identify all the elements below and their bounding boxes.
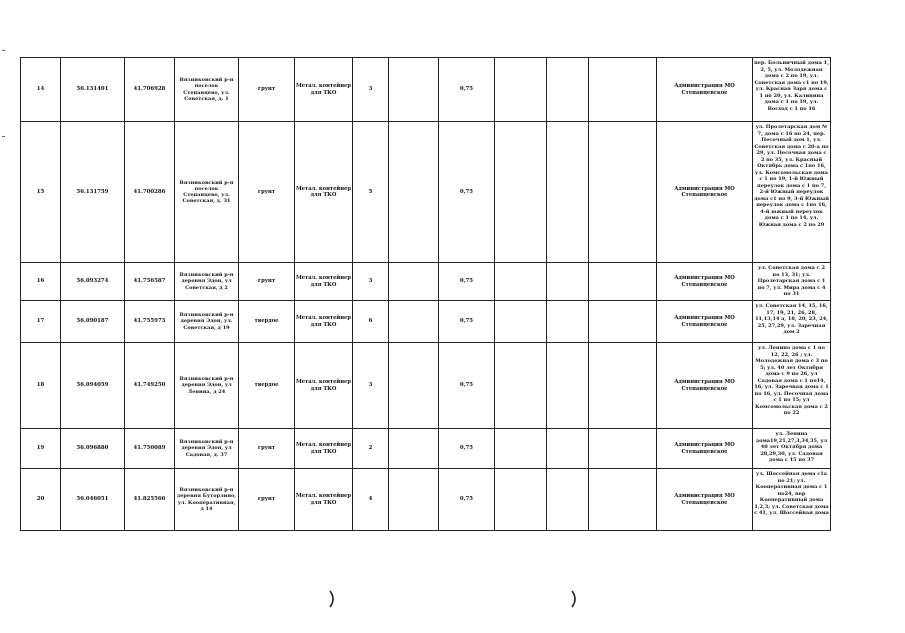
container-volume-cell: 0,75 bbox=[439, 343, 495, 429]
empty-cell bbox=[389, 343, 439, 429]
table-row bbox=[21, 301, 831, 343]
empty-cell bbox=[495, 58, 547, 122]
served-addresses-cell: ул. Советская 14, 15, 16, 17, 19, 21, 26, 28, 11,13,14 а, 18, 20, 23, 24, 25, 27,29, ул. Заречная дом 2 bbox=[753, 301, 831, 343]
row-number: 17 bbox=[21, 301, 61, 343]
container-volume-cell: 0,75 bbox=[439, 58, 495, 122]
latitude-cell: 56.131759 bbox=[61, 122, 125, 263]
container-count-cell: 3 bbox=[353, 343, 389, 429]
empty-cell bbox=[589, 301, 657, 343]
surface-cell: грунт bbox=[239, 429, 295, 469]
owner-cell: Администрация МО Степанцевское bbox=[657, 58, 753, 122]
latitude-cell: 56.131401 bbox=[61, 58, 125, 122]
empty-cell bbox=[389, 301, 439, 343]
empty-cell bbox=[547, 343, 589, 429]
surface-cell: грунт bbox=[239, 122, 295, 263]
latitude-cell: 56.090187 bbox=[61, 301, 125, 343]
empty-cell bbox=[495, 429, 547, 469]
table-row bbox=[21, 469, 831, 531]
container-count-cell: 3 bbox=[353, 263, 389, 301]
address-cell: Вязниковский р-н деревня Эдон, ул Садовая, д. 37 bbox=[175, 429, 239, 469]
container-type-cell: Метал. контейнер для ТКО bbox=[295, 58, 353, 122]
container-count-cell: 5 bbox=[353, 122, 389, 263]
row-number: 15 bbox=[21, 122, 61, 263]
address-cell: Вязниковский р-н деревня Эдон, ул Советская, д 2 bbox=[175, 263, 239, 301]
empty-cell bbox=[547, 301, 589, 343]
longitude-cell: 41.749250 bbox=[125, 343, 175, 429]
container-volume-cell: 0,75 bbox=[439, 263, 495, 301]
latitude-cell: 56.093274 bbox=[61, 263, 125, 301]
owner-cell: Администрация МО Степанцевское bbox=[657, 429, 753, 469]
empty-cell bbox=[589, 122, 657, 263]
address-cell: Вязниковский р-н деревня Буторлино, ул. Кооперативная, д 14 bbox=[175, 469, 239, 531]
longitude-cell: 41.750089 bbox=[125, 429, 175, 469]
latitude-cell: 56.094059 bbox=[61, 343, 125, 429]
owner-cell: Администрация МО Степанцевское bbox=[657, 122, 753, 263]
address-cell: Вязниковский р-н поселок Степанцево, ул. Советская, д. 1 bbox=[175, 58, 239, 122]
binder-punch-mark bbox=[571, 590, 579, 608]
owner-cell: Администрация МО Степанцевское bbox=[657, 301, 753, 343]
empty-cell bbox=[547, 58, 589, 122]
owner-cell: Администрация МО Степанцевское bbox=[657, 343, 753, 429]
latitude-cell: 56.046051 bbox=[61, 469, 125, 531]
scan-edge-mark bbox=[2, 136, 5, 137]
empty-cell bbox=[547, 469, 589, 531]
container-type-cell: Метал. контейнер для ТКО bbox=[295, 301, 353, 343]
owner-cell: Администрация МО Степанцевское bbox=[657, 469, 753, 531]
empty-cell bbox=[589, 469, 657, 531]
longitude-cell: 41.825566 bbox=[125, 469, 175, 531]
surface-cell: грунт bbox=[239, 58, 295, 122]
container-volume-cell: 0,75 bbox=[439, 301, 495, 343]
surface-cell: твердое bbox=[239, 301, 295, 343]
container-volume-cell: 0,75 bbox=[439, 469, 495, 531]
container-volume-cell: 0,75 bbox=[439, 122, 495, 263]
row-number: 16 bbox=[21, 263, 61, 301]
empty-cell bbox=[589, 58, 657, 122]
container-type-cell: Метал. контейнер для ТКО bbox=[295, 469, 353, 531]
served-addresses-cell: пер. Больничный дома 1, 2, 5, ул. Молодежная дома с 2 по 19, ул. Советская дома с1 по 19, ул. Красная Заря дома с 1 по 20, ул. Калинина дома с 1 по 19, ул. Восход с 1 по 16 bbox=[753, 58, 831, 122]
table-row bbox=[21, 58, 831, 122]
row-number: 14 bbox=[21, 58, 61, 122]
container-count-cell: 3 bbox=[353, 58, 389, 122]
served-addresses-cell: ул. Ленина дома19,21,27,3,34,35, ул 40 лет Октября дома 28,29,30, ул. Садовая дома с 15 по 37 bbox=[753, 429, 831, 469]
served-addresses-cell: ул. Пролетарская дом № 7, дома с 16 по 24, пер. Песочный дом 1, ул. Советская дома с 20-а по 29, ул. Песочная дома с 2 по 35, ул. Красный Октябрь дома с 1по 16, ул. Комсомольская дома с 1 по 19, 1-й Южный переулок дома с 1 по 7, 2-й Южный переулок дома с1 по 9, 3-й Южный переулок дома с 1по 16, 4-й южный переулок дома с 1 по 14, ул. Южная дома с 2 по 29 bbox=[753, 122, 831, 263]
empty-cell bbox=[495, 301, 547, 343]
surface-cell: твердое bbox=[239, 343, 295, 429]
container-count-cell: 2 bbox=[353, 429, 389, 469]
surface-cell: грунт bbox=[239, 469, 295, 531]
served-addresses-cell: ул. Советская дома с 2 по 13, 31; ул. Пролетарская дома с 1 по 7, ул. Мира дома с 4 по 31 bbox=[753, 263, 831, 301]
longitude-cell: 41.756587 bbox=[125, 263, 175, 301]
empty-cell bbox=[389, 469, 439, 531]
container-count-cell: 4 bbox=[353, 469, 389, 531]
container-count-cell: 6 bbox=[353, 301, 389, 343]
row-number: 18 bbox=[21, 343, 61, 429]
empty-cell bbox=[495, 343, 547, 429]
longitude-cell: 41.755973 bbox=[125, 301, 175, 343]
empty-cell bbox=[547, 263, 589, 301]
container-type-cell: Метал. контейнер для ТКО bbox=[295, 343, 353, 429]
empty-cell bbox=[589, 429, 657, 469]
row-number: 20 bbox=[21, 469, 61, 531]
empty-cell bbox=[589, 263, 657, 301]
empty-cell bbox=[495, 122, 547, 263]
table-row bbox=[21, 122, 831, 263]
served-addresses-cell: ул. Шоссейная дома с1а по 21; ул. Кооперативная дома с 1 по24, пер Кооперативный дома 1,2,3; ул. Советская дома с 41, ул. Шоссейная дома bbox=[753, 469, 831, 531]
table-row bbox=[21, 263, 831, 301]
container-type-cell: Метал. контейнер для ТКО bbox=[295, 263, 353, 301]
container-sites-table bbox=[20, 57, 831, 531]
empty-cell bbox=[389, 58, 439, 122]
container-type-cell: Метал. контейнер для ТКО bbox=[295, 122, 353, 263]
owner-cell: Администрация МО Степанцевское bbox=[657, 263, 753, 301]
container-type-cell: Метал. контейнер для ТКО bbox=[295, 429, 353, 469]
empty-cell bbox=[389, 429, 439, 469]
longitude-cell: 41.706928 bbox=[125, 58, 175, 122]
empty-cell bbox=[589, 343, 657, 429]
surface-cell: грунт bbox=[239, 263, 295, 301]
empty-cell bbox=[389, 263, 439, 301]
address-cell: Вязниковский р-н деревня Эдон, ул Ленина, д 24 bbox=[175, 343, 239, 429]
table-row bbox=[21, 429, 831, 469]
empty-cell bbox=[389, 122, 439, 263]
longitude-cell: 41.700286 bbox=[125, 122, 175, 263]
empty-cell bbox=[547, 429, 589, 469]
empty-cell bbox=[495, 263, 547, 301]
address-cell: Вязниковский р-н поселок Степанцево, ул. Советская, д. 31 bbox=[175, 122, 239, 263]
empty-cell bbox=[495, 469, 547, 531]
binder-punch-mark bbox=[329, 590, 337, 608]
row-number: 19 bbox=[21, 429, 61, 469]
container-volume-cell: 0,75 bbox=[439, 429, 495, 469]
latitude-cell: 56.096880 bbox=[61, 429, 125, 469]
address-cell: Вязниковский р-н деревня Эдон, ул. Советская, д 19 bbox=[175, 301, 239, 343]
served-addresses-cell: ул. Ленина дома с 1 по 12, 22, 26 ; ул. Молодежная дома с 3 по 5; ул. 40 лет Октября дома с 9 по 26, ул Садовая дома с 1 по14, 16, ул. Заречная дома с 1 по 16, ул. Песочная дома с 1 по 15; ул Комсомольская дома с 2 по 22 bbox=[753, 343, 831, 429]
table-row bbox=[21, 343, 831, 429]
scan-edge-mark bbox=[2, 50, 5, 51]
empty-cell bbox=[547, 122, 589, 263]
